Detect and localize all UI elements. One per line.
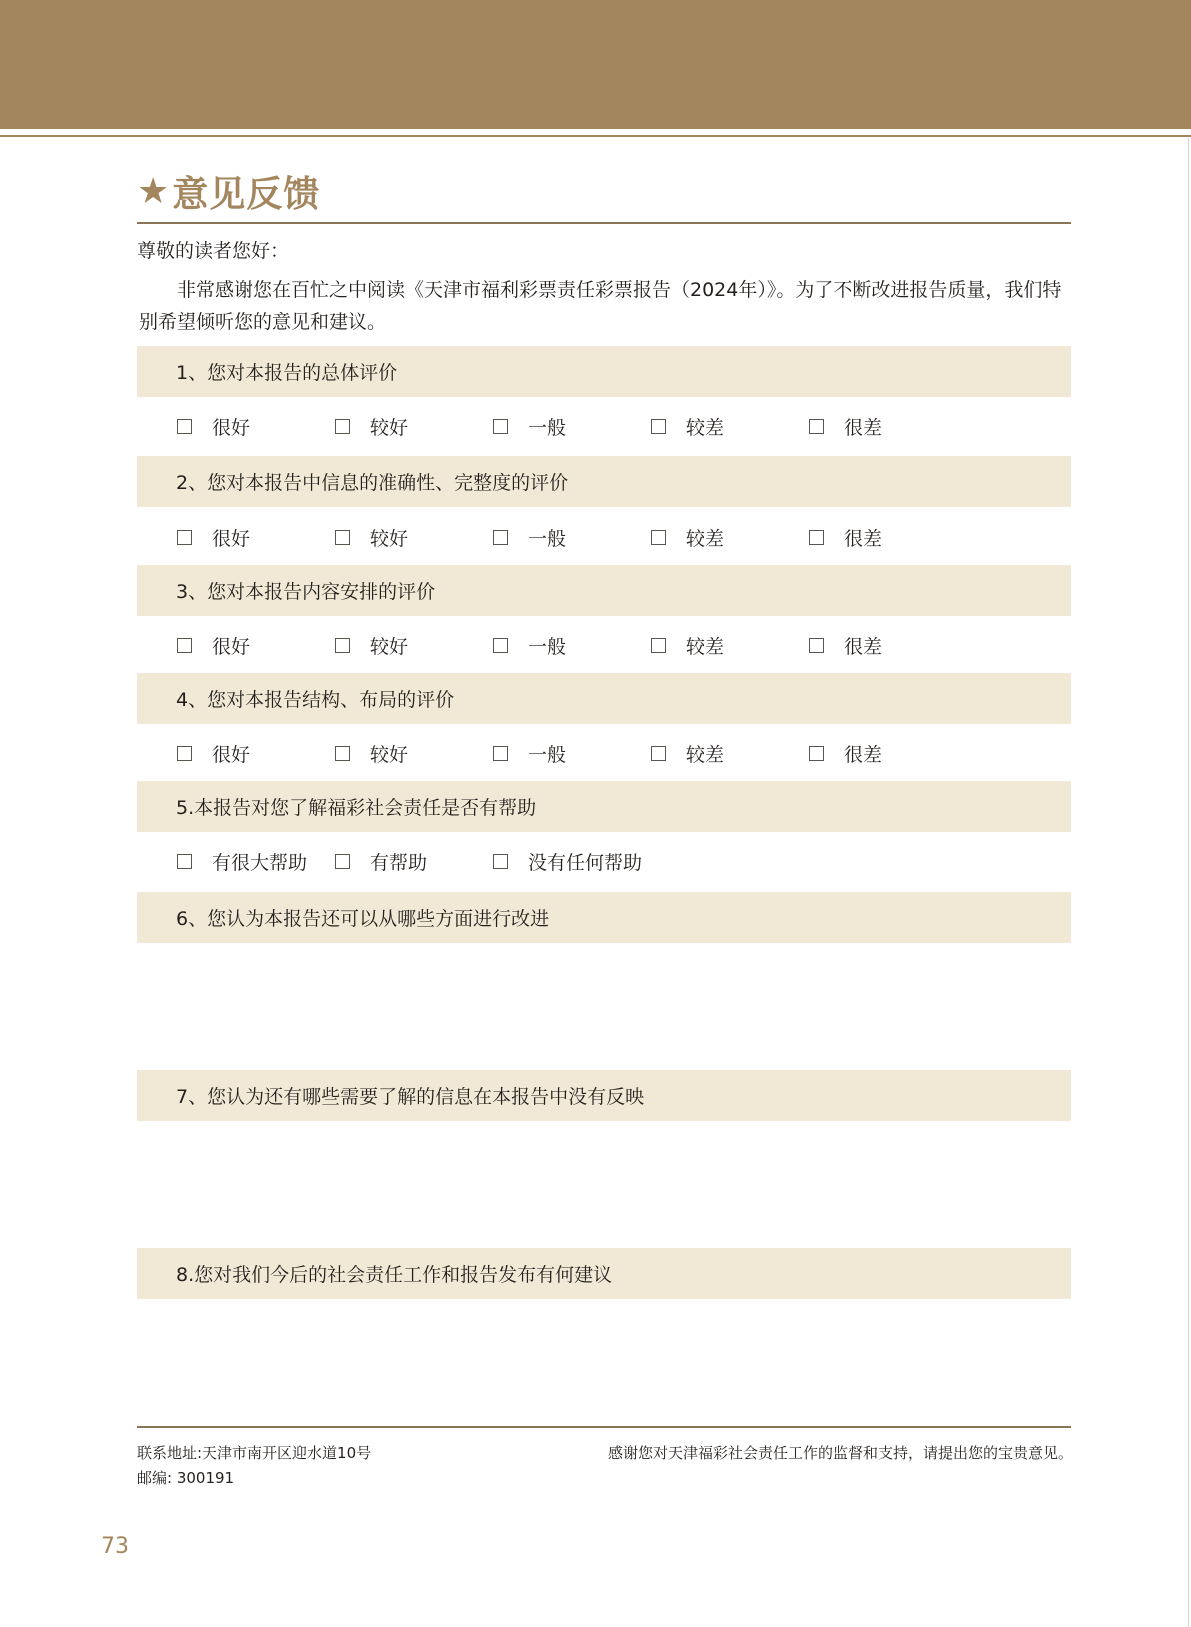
q4-option-4[interactable]: 较差 bbox=[651, 738, 724, 768]
q3-option-1[interactable]: 很好 bbox=[177, 630, 250, 660]
question-5: 5.本报告对您了解福彩社会责任是否有帮助 bbox=[137, 781, 1071, 832]
header-band bbox=[0, 0, 1191, 129]
q5-option-1[interactable]: 有很大帮助 bbox=[177, 846, 307, 876]
star-icon: ★ bbox=[137, 170, 171, 212]
checkbox-icon[interactable] bbox=[651, 419, 666, 434]
checkbox-icon[interactable] bbox=[493, 854, 508, 869]
question-1: 1、您对本报告的总体评价 bbox=[137, 346, 1071, 397]
checkbox-icon[interactable] bbox=[809, 746, 824, 761]
q5-option-2[interactable]: 有帮助 bbox=[335, 846, 427, 876]
question-4: 4、您对本报告结构、布局的评价 bbox=[137, 673, 1071, 724]
page-edge-line bbox=[1188, 138, 1189, 1627]
checkbox-icon[interactable] bbox=[651, 638, 666, 653]
checkbox-icon[interactable] bbox=[335, 638, 350, 653]
intro-paragraph: 非常感谢您在百忙之中阅读《天津市福利彩票责任彩票报告（2024年）》。为了不断改进报告质量，我们特别希望倾听您的意见和建议。 bbox=[139, 279, 1062, 333]
checkbox-icon[interactable] bbox=[177, 746, 192, 761]
question-8: 8.您对我们今后的社会责任工作和报告发布有何建议 bbox=[137, 1248, 1071, 1299]
contact-address: 联系地址:天津市南开区迎水道10号 bbox=[137, 1444, 372, 1462]
checkbox-icon[interactable] bbox=[651, 746, 666, 761]
q2-option-3[interactable]: 一般 bbox=[493, 522, 566, 552]
page-title-text: 意见反馈 bbox=[172, 173, 321, 215]
q2-option-5[interactable]: 很差 bbox=[809, 522, 882, 552]
checkbox-icon[interactable] bbox=[335, 854, 350, 869]
checkbox-icon[interactable] bbox=[493, 419, 508, 434]
checkbox-icon[interactable] bbox=[335, 419, 350, 434]
q2-option-4[interactable]: 较差 bbox=[651, 522, 724, 552]
q4-option-5[interactable]: 很差 bbox=[809, 738, 882, 768]
q1-option-5[interactable]: 很差 bbox=[809, 411, 882, 441]
question-3: 3、您对本报告内容安排的评价 bbox=[137, 565, 1071, 616]
greeting: 尊敬的读者您好： bbox=[137, 240, 290, 262]
page-title bbox=[137, 166, 320, 216]
checkbox-icon[interactable] bbox=[177, 419, 192, 434]
q2-option-2[interactable]: 较好 bbox=[335, 522, 408, 552]
question-6: 6、您认为本报告还可以从哪些方面进行改进 bbox=[137, 892, 1071, 943]
checkbox-icon[interactable] bbox=[493, 746, 508, 761]
checkbox-icon[interactable] bbox=[809, 638, 824, 653]
checkbox-icon[interactable] bbox=[651, 530, 666, 545]
checkbox-icon[interactable] bbox=[177, 638, 192, 653]
checkbox-icon[interactable] bbox=[177, 530, 192, 545]
q3-option-4[interactable]: 较差 bbox=[651, 630, 724, 660]
footer-divider bbox=[137, 1426, 1071, 1428]
q1-option-2[interactable]: 较好 bbox=[335, 411, 408, 441]
q5-option-3[interactable]: 没有任何帮助 bbox=[493, 846, 642, 876]
checkbox-icon[interactable] bbox=[493, 638, 508, 653]
q3-option-3[interactable]: 一般 bbox=[493, 630, 566, 660]
title-divider bbox=[137, 222, 1071, 224]
q1-option-4[interactable]: 较差 bbox=[651, 411, 724, 441]
contact-info bbox=[137, 1441, 371, 1491]
checkbox-icon[interactable] bbox=[809, 419, 824, 434]
checkbox-icon[interactable] bbox=[809, 530, 824, 545]
q4-option-3[interactable]: 一般 bbox=[493, 738, 566, 768]
question-2: 2、您对本报告中信息的准确性、完整度的评价 bbox=[137, 456, 1071, 507]
q1-option-3[interactable]: 一般 bbox=[493, 411, 566, 441]
footer-thanks: 感谢您对天津福彩社会责任工作的监督和支持，请提出您的宝贵意见。 bbox=[607, 1444, 1073, 1462]
q4-option-1[interactable]: 很好 bbox=[177, 738, 250, 768]
q2-option-1[interactable]: 很好 bbox=[177, 522, 250, 552]
checkbox-icon[interactable] bbox=[177, 854, 192, 869]
checkbox-icon[interactable] bbox=[493, 530, 508, 545]
question-7: 7、您认为还有哪些需要了解的信息在本报告中没有反映 bbox=[137, 1070, 1071, 1121]
contact-postcode: 邮编: 300191 bbox=[137, 1469, 235, 1487]
checkbox-icon[interactable] bbox=[335, 530, 350, 545]
checkbox-icon[interactable] bbox=[335, 746, 350, 761]
q1-option-1[interactable]: 很好 bbox=[177, 411, 250, 441]
q3-option-2[interactable]: 较好 bbox=[335, 630, 408, 660]
q4-option-2[interactable]: 较好 bbox=[335, 738, 408, 768]
q3-option-5[interactable]: 很差 bbox=[809, 630, 882, 660]
page-number: 73 bbox=[101, 1534, 129, 1559]
header-rule bbox=[0, 135, 1191, 137]
